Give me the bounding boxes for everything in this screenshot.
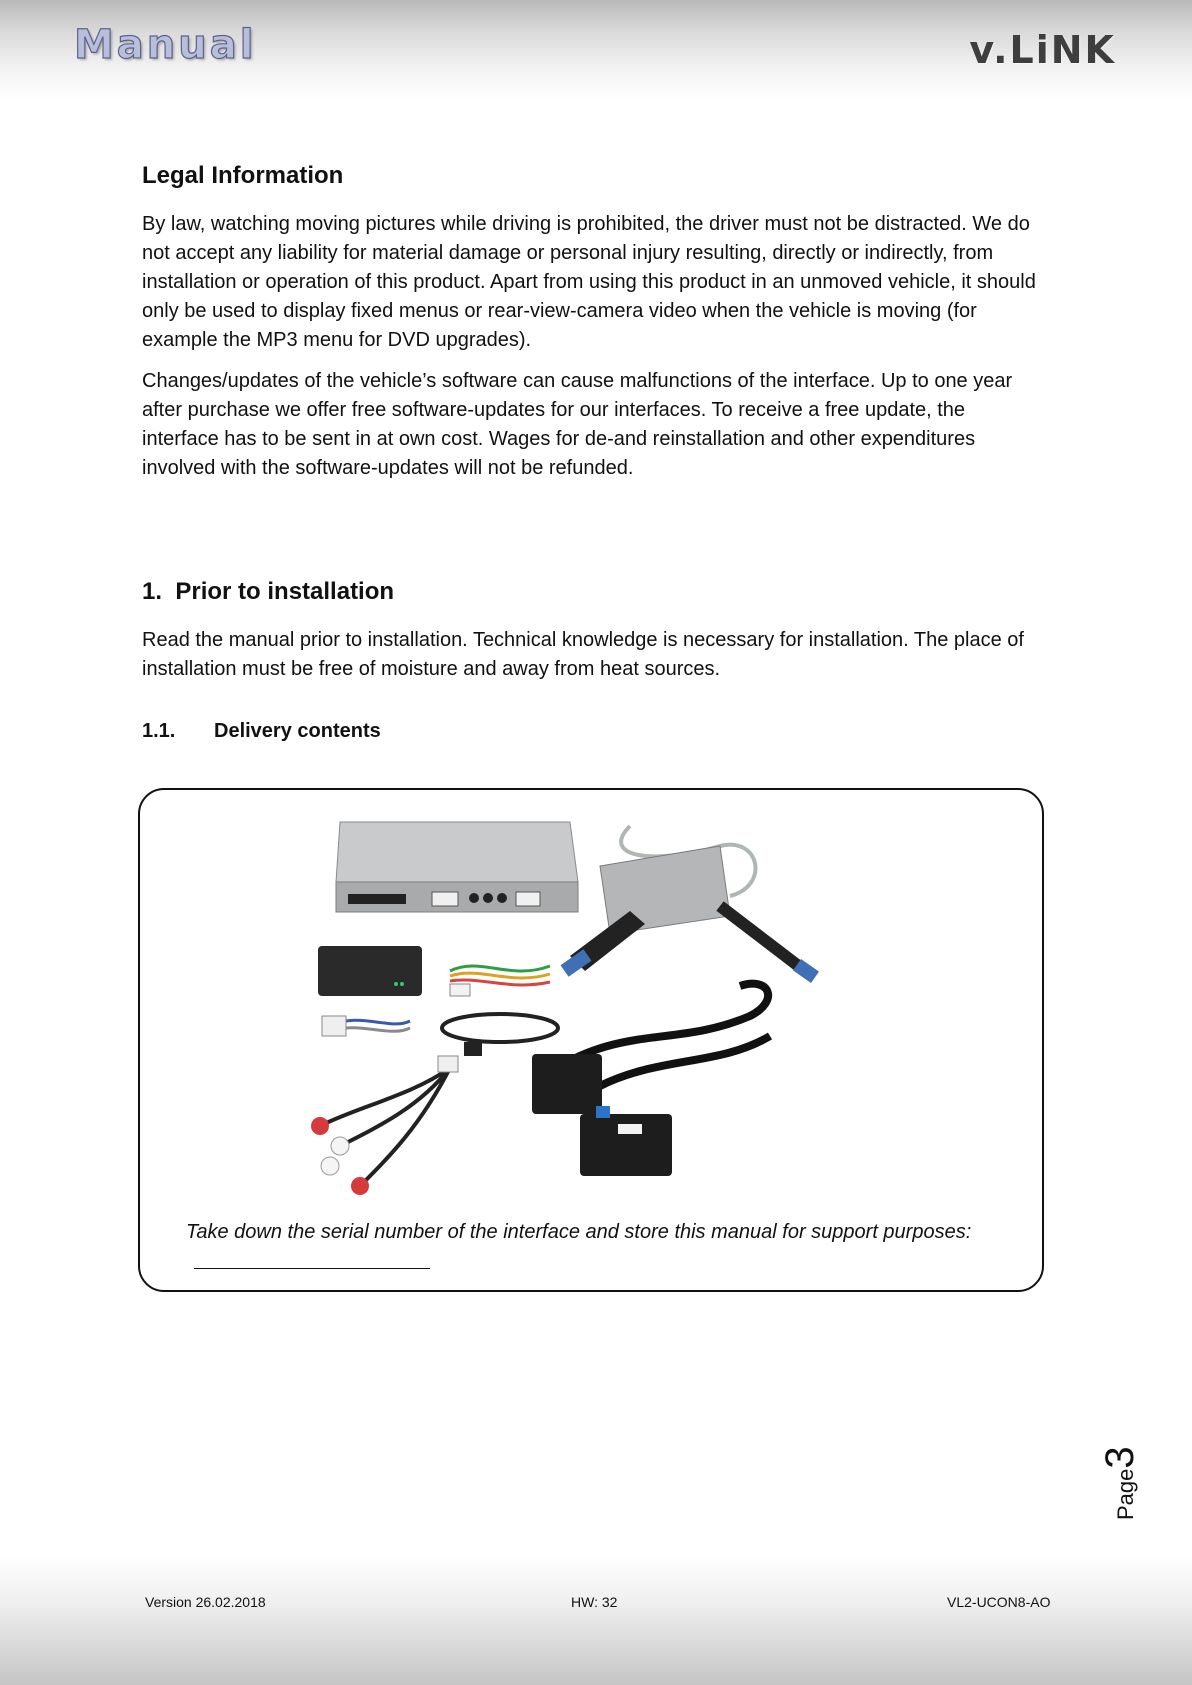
serial-number-blank-line: [194, 1248, 430, 1269]
legal-paragraph-1: By law, watching moving pictures while driving is prohibited, the driver must not be distracted. We do not accept any liability for material damage or personal injury resulting, directly or indirectly, from installation or operation of this product. Apart from using this product in an unmoved vehicle, it should only be used to display fixed menus or rear-view-camera video when the vehicle is moving (for example the MP3 menu for DVD upgrades).: [142, 213, 1036, 351]
vlink-logo: v.LiNK: [969, 28, 1116, 72]
footer-model: VL2-UCON8-AO: [947, 1594, 1051, 1610]
prior-installation-section: [142, 578, 1042, 684]
section-1-paragraph: Read the manual prior to installation. Technical knowledge is necessary for installation. The place of installation must be free of moisture and away from heat sources.: [142, 629, 1024, 680]
footer-version: Version 26.02.2018: [145, 1594, 266, 1610]
page-header: [0, 0, 1192, 100]
legal-heading: Legal Information: [142, 162, 344, 189]
serial-number-note: [186, 1218, 1006, 1276]
section-1-title: Prior to installation: [175, 578, 395, 605]
section-1-1-number: 1.1.: [142, 720, 176, 742]
serial-number-caption: Take down the serial number of the interface and store this manual for support purposes:: [186, 1221, 972, 1243]
legal-section: [142, 162, 1042, 483]
section-1-heading: [142, 578, 1042, 606]
page-number: 3: [1098, 1446, 1142, 1469]
delivery-contents-photo: [300, 806, 890, 1206]
manual-logo: Manual: [74, 22, 257, 68]
page-number-label: [1098, 1446, 1143, 1520]
legal-paragraph-2: Changes/updates of the vehicle’s software can cause malfunctions of the interface. Up to one year after purchase we offer free software-updates for our interfaces. To receive a free update, the interface has to be sent in at own cost. Wages for de-and reinstallation and other expenditures involved with the software-updates will not be refunded.: [142, 370, 1013, 479]
section-1-1-heading: [142, 720, 381, 743]
page-footer: [0, 1555, 1192, 1685]
footer-hw: HW: 32: [571, 1594, 618, 1610]
section-1-number: 1.: [142, 578, 163, 605]
page-word: Page: [1113, 1468, 1138, 1520]
section-1-1-title: Delivery contents: [214, 720, 381, 742]
